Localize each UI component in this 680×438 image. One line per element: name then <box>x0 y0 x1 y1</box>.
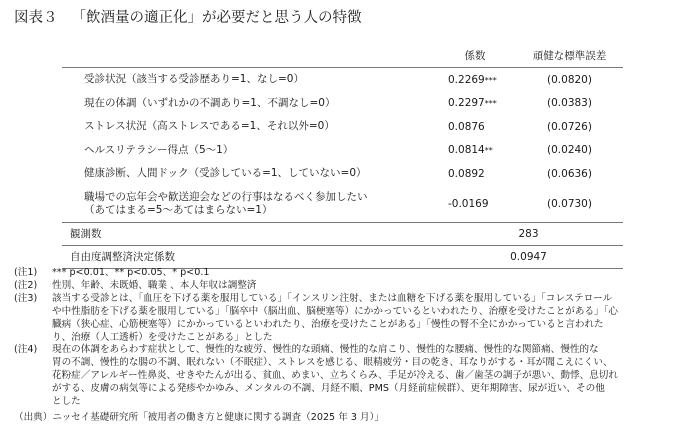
observations-value: 283 <box>434 222 623 245</box>
adjusted-r2-row <box>62 245 623 268</box>
note-1 <box>14 267 674 280</box>
observations-label: 観測数 <box>62 222 434 245</box>
note-label: (注4) <box>14 344 38 356</box>
coefficient-cell <box>434 115 516 139</box>
variable-label: 職場での忘年会や歓送迎会などの行事はなるべく参加したい （あてはまる=5～あてはまらない=1） <box>84 190 368 216</box>
table-header-row <box>62 44 623 68</box>
note-4 <box>14 344 674 409</box>
coefficient-value: 0.2269 <box>448 73 485 86</box>
variable-label: ヘルスリテラシー得点（5～1） <box>84 143 234 156</box>
note-2 <box>14 280 674 293</box>
figure-title <box>14 6 362 27</box>
variable-label: ストレス状況（高ストレスである=1、それ以外=0） <box>84 120 335 133</box>
coefficient-value: 0.2297 <box>448 97 485 110</box>
table-row <box>62 92 623 116</box>
observations-row <box>62 222 623 245</box>
coefficient-value: 0.0892 <box>448 167 485 180</box>
variable-label: 受診状況（該当する受診歴あり=1、なし=0） <box>84 73 304 86</box>
robust-se-value: (0.0820) <box>547 73 592 86</box>
robust-se-value: (0.0240) <box>547 144 592 157</box>
note-label: (注1) <box>14 267 38 278</box>
source-citation: （出典）ニッセイ基礎研究所「被用者の働き方と健康に関する調査（2025 年 3 月）」 <box>14 411 384 423</box>
table-row <box>62 115 623 139</box>
adjusted-r2-label: 自由度調整済決定係数 <box>62 245 434 268</box>
header-robust-se: 頑健な標準誤差 <box>516 44 623 68</box>
significance-mark: ** <box>484 146 493 156</box>
coefficient-cell <box>434 92 516 116</box>
table-row <box>62 139 623 163</box>
note-3 <box>14 293 674 345</box>
coefficient-cell <box>434 139 516 163</box>
coefficient-cell <box>434 162 516 186</box>
note-label: (注2) <box>14 279 38 291</box>
note-text: 現在の体調をあらわす症状として、慢性的な疲労、慢性的な頭痛、慢性的な肩こり、慢性的な腰痛、慢性的な関節痛、慢性的な 胃の不調、慢性的な腸の不調、眠れない（不眠症）、ストレスを感じる、眼精疲労・目の乾き、耳なりがする・耳が聞こえにくい、 花粉症／アレルギー性鼻炎、せきやたんが出る、貧血、めまい、立ちくらみ、手足が冷える、歯／歯茎の調子が悪い、動悸、息切れ がする、皮膚の病気等による発疹やかゆみ、メンタルの不調、月経不順、PMS（月経前症候群）、更年期障害、尿が近い、その他 とした <box>52 344 618 408</box>
robust-se-value: (0.0726) <box>547 120 592 133</box>
coefficient-cell <box>434 68 516 92</box>
adjusted-r2-value: 0.0947 <box>434 245 623 268</box>
table-row <box>62 186 623 223</box>
table-row <box>62 68 623 92</box>
coefficient-value: 0.0814 <box>448 144 485 157</box>
robust-se-value: (0.0730) <box>547 197 592 210</box>
note-text: 性別、年齢、未既婚、職業 、本人年収は調整済 <box>52 279 257 291</box>
significance-mark: *** <box>484 75 497 85</box>
figure-number: 図表３ <box>14 10 58 26</box>
significance-mark: *** <box>484 99 497 109</box>
robust-se-value: (0.0383) <box>547 97 592 110</box>
note-text: 該当する受診とは、「血圧を下げる薬を服用している」「インスリン注射、または血糖を下げる薬を服用している」「コレステロール や中性脂肪を下げる薬を服用している」「脳卒中（脳出血、脳梗塞等）にかかっているといわれたり、治療を受けたことがある」「心 臓病（狭心症、心筋梗塞等）にかかっているといわれたり、治療を受けたことがある」「慢性の腎不全にかかっていると言われた り、治療（人工透析）を受けたことがある」とした <box>52 292 619 343</box>
table-row <box>62 162 623 186</box>
coefficient-value: 0.0876 <box>448 120 485 133</box>
variable-label: 健康診断、人間ドック（受診している=1、していない=0） <box>84 167 367 180</box>
header-coefficient: 係数 <box>434 44 516 68</box>
regression-table <box>62 44 623 269</box>
coefficient-value: -0.0169 <box>448 197 489 210</box>
figure-title-text: 「飲酒量の適正化」が必要だと思う人の特徴 <box>71 10 362 26</box>
robust-se-value: (0.0636) <box>547 167 592 180</box>
coefficient-cell <box>434 186 516 223</box>
variable-label: 現在の体調（いずれかの不調あり=1、不調なし=0） <box>84 96 336 109</box>
note-label: (注3) <box>14 292 38 304</box>
note-text: *** p<0.01、** p<0.05、* p<0.1 <box>52 267 210 278</box>
header-blank <box>62 44 434 68</box>
notes-section <box>14 267 674 425</box>
